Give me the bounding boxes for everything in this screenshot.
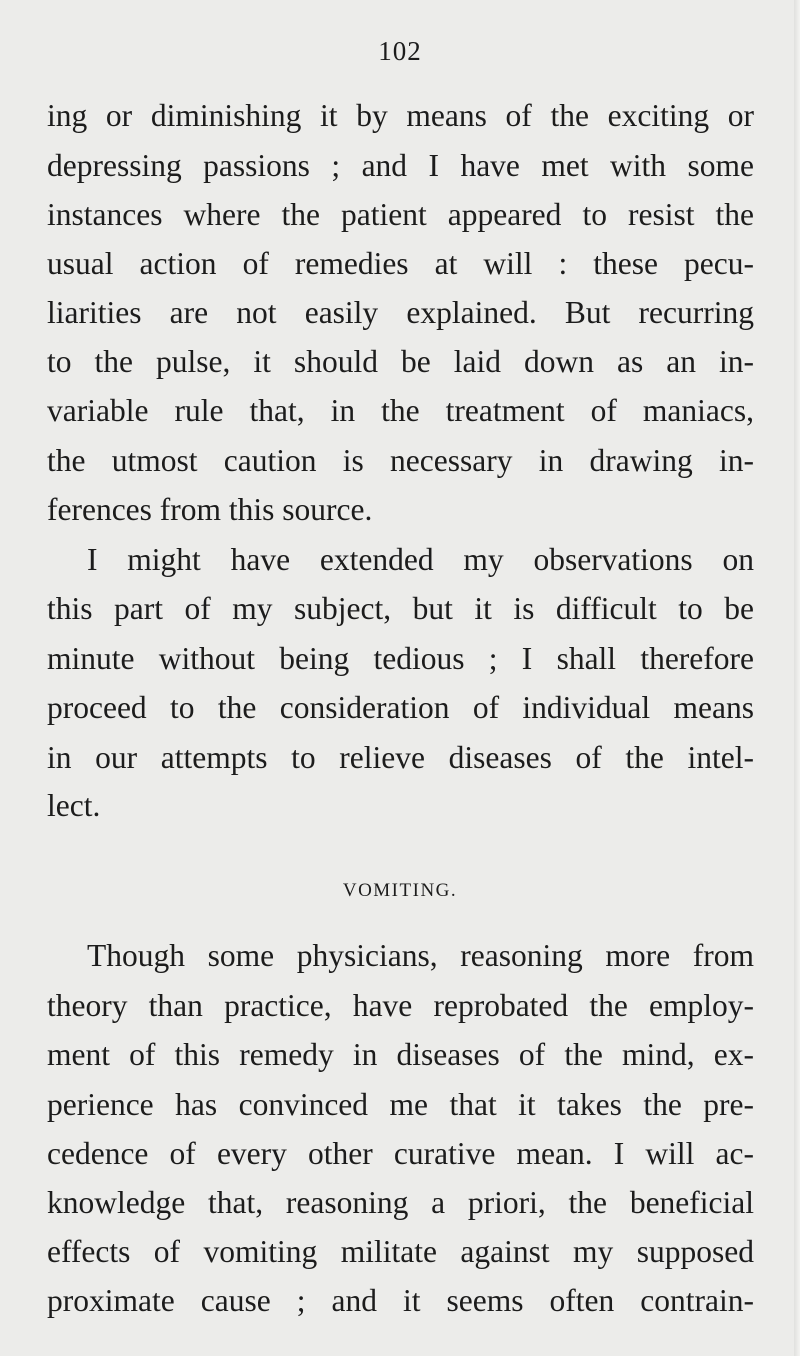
text-line: depressing passions ; and I have met with some	[47, 148, 754, 183]
text-line: effects of vomiting militate against my supposed	[47, 1234, 754, 1269]
text-line: proximate cause ; and it seems often contrain-	[47, 1283, 754, 1318]
text-line: perience has convinced me that it takes the pre-	[47, 1087, 754, 1122]
text-line: usual action of remedies at will : these pecu-	[47, 246, 754, 281]
section-heading: VOMITING.	[342, 880, 458, 901]
text-line: minute without being tedious ; I shall therefore	[47, 641, 754, 676]
text-line: cedence of every other curative mean. I will ac-	[47, 1136, 754, 1171]
text-line: liarities are not easily explained. But recurring	[47, 295, 754, 330]
text-line: lect.	[47, 788, 101, 823]
text-line: ferences from this source.	[47, 492, 373, 527]
text-line: I might have extended my observations on	[87, 542, 754, 577]
text-line: variable rule that, in the treatment of maniacs,	[47, 393, 754, 428]
page-edge-shadow	[794, 0, 800, 1356]
text-line: the utmost caution is necessary in drawing in-	[47, 443, 754, 478]
text-line: ing or diminishing it by means of the exciting or	[47, 98, 754, 133]
text-line: to the pulse, it should be laid down as an in-	[47, 344, 754, 379]
page-number: 102	[378, 36, 422, 66]
text-line: theory than practice, have reprobated the employ-	[47, 988, 754, 1023]
text-line: this part of my subject, but it is difficult to be	[47, 591, 754, 626]
text-line: ment of this remedy in diseases of the mind, ex-	[47, 1037, 754, 1072]
text-line: in our attempts to relieve diseases of the intel-	[47, 740, 754, 775]
text-line: Though some physicians, reasoning more from	[87, 938, 754, 973]
text-line: instances where the patient appeared to resist the	[47, 197, 754, 232]
text-line: proceed to the consideration of individual means	[47, 690, 754, 725]
text-line: knowledge that, reasoning a priori, the beneficial	[47, 1185, 754, 1220]
